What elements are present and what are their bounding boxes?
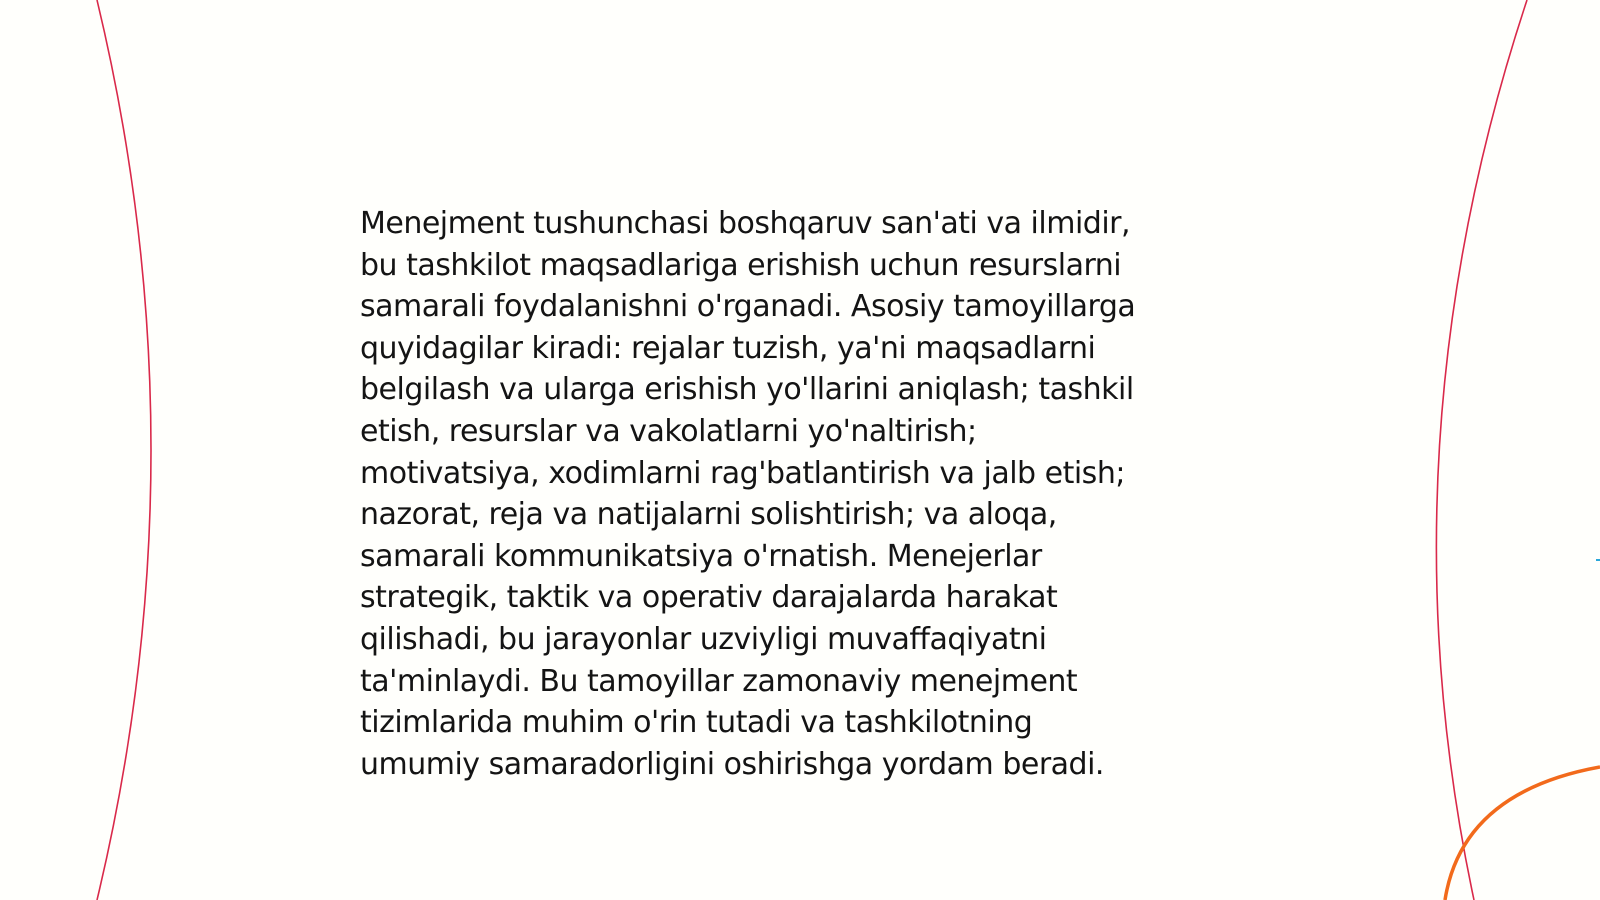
corner-orange-arc	[1445, 767, 1600, 900]
text-line: qilishadi, bu jarayonlar uzviyligi muvaffaqiyatni	[360, 621, 1047, 657]
text-line: umumiy samaradorligini oshirishga yordam beradi.	[360, 746, 1104, 782]
text-line: samarali kommunikatsiya o'rnatish. Menejerlar	[360, 538, 1042, 574]
text-line: Menejment tushunchasi boshqaruv san'ati va ilmidir,	[360, 206, 1131, 241]
text-line: tizimlarida muhim o'rin tutadi va tashkilotning	[360, 705, 1033, 741]
text-line: belgilash va ularga erishish yo'llarini aniqlash; tashkil	[360, 372, 1134, 408]
text-line: motivatsiya, xodimlarni rag'batlantirish va jalb etish;	[360, 455, 1125, 491]
right-curve-line	[1436, 0, 1527, 900]
text-line: nazorat, reja va natijalarni solishtirish; va aloqa,	[360, 497, 1057, 533]
text-line: samarali foydalanishni o'rganadi. Asosiy tamoyillarga	[360, 289, 1136, 325]
text-line: ta'minlaydi. Bu tamoyillar zamonaviy menejment	[360, 663, 1078, 699]
slide-body-text	[360, 203, 1240, 785]
text-line: etish, resurslar va vakolatlarni yo'naltirish;	[360, 413, 977, 449]
left-curve-line	[97, 0, 151, 900]
text-line: quyidagilar kiradi: rejalar tuzish, ya'ni maqsadlarni	[360, 330, 1096, 366]
text-line: bu tashkilot maqsadlariga erishish uchun resurslarni	[360, 247, 1122, 283]
text-line: strategik, taktik va operativ darajalarda harakat	[360, 580, 1058, 616]
